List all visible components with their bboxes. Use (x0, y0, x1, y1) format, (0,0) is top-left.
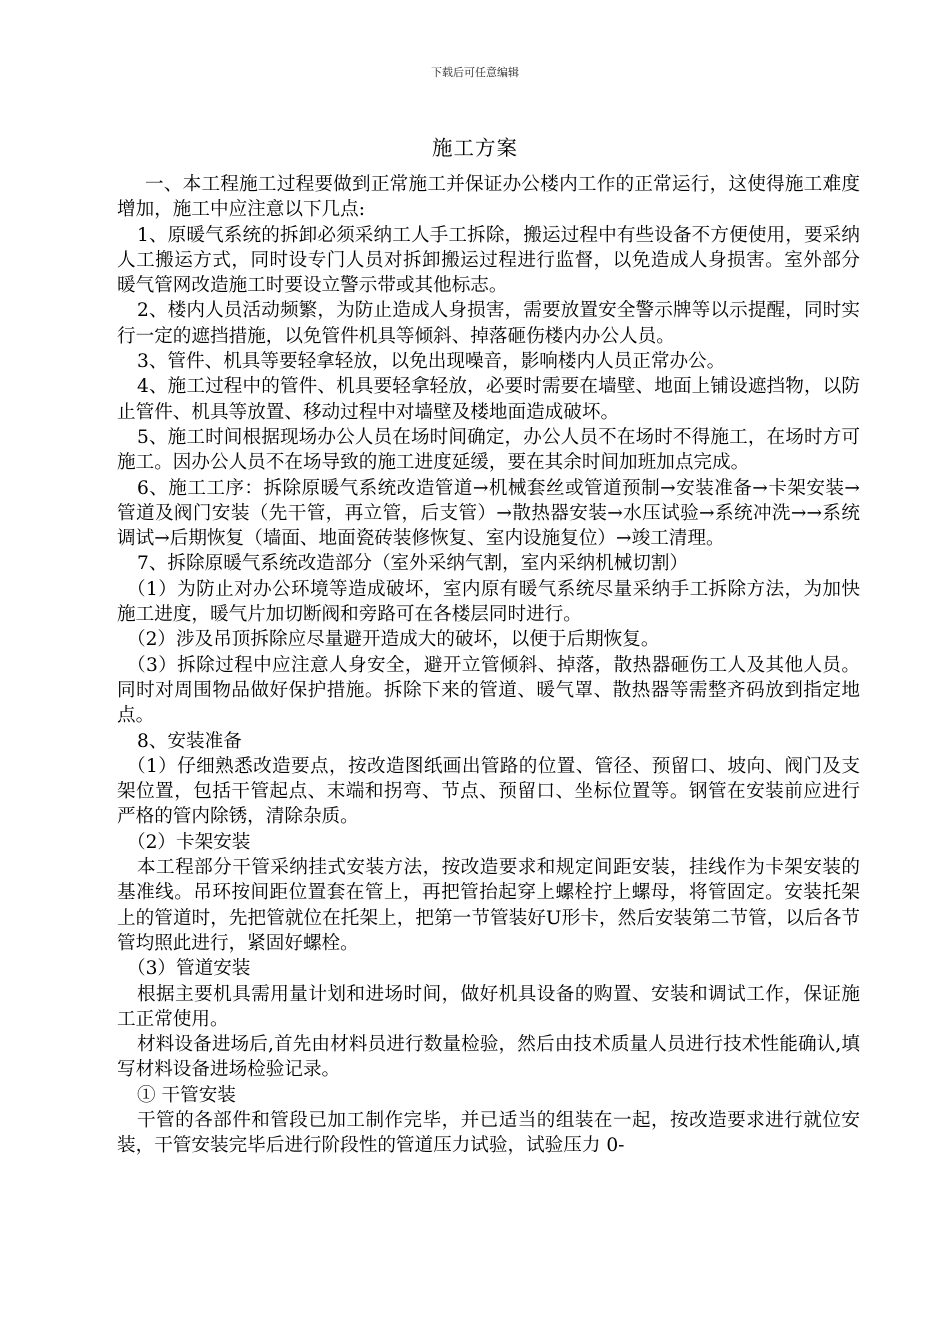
paragraph-subheading-main-pipe: ① 干管安装 (137, 1084, 236, 1106)
paragraph-item-4: 4、施工过程中的管件、机具要轻拿轻放，必要时需要在墙壁、地面上铺设遮挡物，以防止管件、机具等放置、移动过程中对墙壁及楼地面造成破坏。 (117, 376, 860, 423)
paragraph-item-5: 5、施工时间根据现场办公人员在场时间确定，办公人员不在场时不得施工，在场时方可施工。因办公人员不在场导致的施工进度延缓，要在其余时间加班加点完成。 (117, 426, 860, 474)
paragraph-item-7: 7、拆除原暖气系统改造部分（室外采纳气割，室内采纳机械切割） (137, 553, 689, 575)
page-title: 施工方案 (432, 136, 518, 160)
paragraph-item-8-3-heading: （3）管道安装 (127, 958, 251, 980)
paragraph-item-7-1: （1）为防止对办公环境等造成破坏，室内原有暖气系统尽量采纳手工拆除方法，为加快施工进度，暖气片加切断阀和旁路可在各楼层同时进行。 (117, 578, 860, 626)
header-note: 下载后可任意编辑 (431, 66, 519, 79)
paragraph-item-2: 2、楼内人员活动频繁，为防止造成人身损害，需要放置安全警示牌等以示提醒，同时实行一定的遮挡措施，以免管件机具等倾斜、掉落砸伤楼内办公人员。 (117, 300, 860, 347)
paragraph-main-pipe-body: 干管的各部件和管段已加工制作完毕，并已适当的组装在一起，按改造要求进行就位安装，干管安装完毕后进行阶段性的管道压力试验，试验压力 0- (117, 1109, 860, 1157)
paragraph-item-8-3-body-1: 根据主要机具需用量计划和进场时间，做好机具设备的购置、安装和调试工作，保证施工正常使用。 (117, 983, 860, 1030)
paragraph-item-8-2-body: 本工程部分干管采纳挂式安装方法，按改造要求和规定间距安装，挂线作为卡架安装的基准线。吊环按间距位置套在管上，再把管抬起穿上螺栓拧上螺母，将管固定。安装托架上的管道时，先把管就位在托架上，把第一节管装好U形卡，然后安装第二节管，以后各节管均照此进行，紧固好螺栓。 (117, 857, 860, 954)
document-body (117, 172, 860, 1159)
paragraph-item-8: 8、安装准备 (137, 730, 242, 752)
paragraph-intro: 一、本工程施工过程要做到正常施工并保证办公楼内工作的正常运行，这使得施工难度增加，施工中应注意以下几点: (117, 174, 860, 221)
paragraph-item-8-2-heading: （2）卡架安装 (127, 831, 251, 853)
paragraph-item-7-2: （2）涉及吊顶拆除应尽量避开造成大的破坏，以便于后期恢复。 (127, 629, 660, 651)
paragraph-item-6: 6、施工工序：拆除原暖气系统改造管道→机械套丝或管道预制→安装准备→卡架安装→管道及阀门安装（先干管，再立管，后支管）→散热器安装→水压试验→系统冲洗→→系统调试→后期恢复（墙面、地面瓷砖装修恢复、室内设施复位）→竣工清理。 (117, 477, 860, 550)
paragraph-item-8-3-body-2: 材料设备进场后,首先由材料员进行数量检验，然后由技术质量人员进行技术性能确认,填写材料设备进场检验记录。 (117, 1034, 860, 1081)
paragraph-item-1: 1、原暖气系统的拆卸必须采纳工人手工拆除，搬运过程中有些设备不方便使用，要采纳人工搬运方式，同时设专门人员对拆卸搬运过程进行监督，以免造成人身损害。室外部分暖气管网改造施工时要设立警示带或其他标志。 (117, 224, 860, 297)
paragraph-item-8-1: （1）仔细熟悉改造要点，按改造图纸画出管路的位置、管径、预留口、坡向、阀门及支架位置，包括干管起点、末端和拐弯、节点、预留口、坐标位置等。钢管在安装前应进行严格的管内除锈，清除杂质。 (117, 755, 860, 828)
paragraph-item-3: 3、管件、机具等要轻拿轻放，以免出现噪音，影响楼内人员正常办公。 (137, 351, 726, 373)
paragraph-item-7-3: （3）拆除过程中应注意人身安全，避开立管倾斜、掉落，散热器砸伤工人及其他人员。同时对周围物品做好保护措施。拆除下来的管道、暖气罩、散热器等需整齐码放到指定地点。 (117, 654, 860, 727)
